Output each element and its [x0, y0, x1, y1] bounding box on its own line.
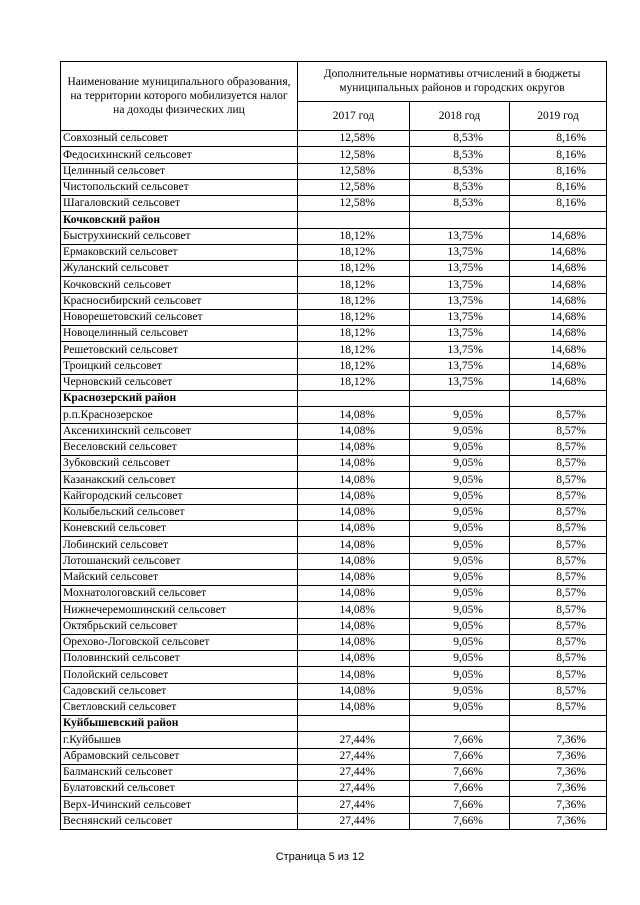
value-2018: 9,05% [410, 618, 510, 634]
table-row [61, 407, 607, 423]
value-2019: 8,57% [510, 569, 607, 585]
value-2018: 9,05% [410, 602, 510, 618]
municipality-name: Веснянский сельсовет [61, 813, 298, 829]
value-2019: 8,57% [510, 472, 607, 488]
value-2019: 8,57% [510, 439, 607, 455]
empty-cell [410, 212, 510, 228]
municipality-name: Решетовский сельсовет [61, 342, 298, 358]
value-2017: 18,12% [298, 342, 410, 358]
table-row [61, 131, 607, 147]
table-row [61, 504, 607, 520]
empty-cell [510, 391, 607, 407]
value-2018: 13,75% [410, 244, 510, 260]
table-row [61, 618, 607, 634]
value-2017: 14,08% [298, 456, 410, 472]
empty-cell [298, 716, 410, 732]
value-2018: 8,53% [410, 131, 510, 147]
value-2017: 27,44% [298, 781, 410, 797]
table-header [61, 62, 607, 131]
value-2017: 18,12% [298, 374, 410, 390]
value-2017: 27,44% [298, 748, 410, 764]
value-2018: 13,75% [410, 326, 510, 342]
value-2019: 8,16% [510, 196, 607, 212]
header-normatives: Дополнительные нормативы отчислений в бюджеты муниципальных районов и городских округов [298, 62, 607, 102]
value-2019: 8,57% [510, 423, 607, 439]
value-2017: 14,08% [298, 586, 410, 602]
value-2019: 8,57% [510, 488, 607, 504]
municipality-name: Аксенихинский сельсовет [61, 423, 298, 439]
municipality-name: Шагаловский сельсовет [61, 196, 298, 212]
value-2018: 9,05% [410, 569, 510, 585]
district-group-row [61, 716, 607, 732]
value-2019: 14,68% [510, 228, 607, 244]
value-2018: 7,66% [410, 764, 510, 780]
value-2017: 12,58% [298, 147, 410, 163]
value-2019: 7,36% [510, 748, 607, 764]
municipality-name: Быструхинский сельсовет [61, 228, 298, 244]
table-row [61, 667, 607, 683]
value-2018: 9,05% [410, 683, 510, 699]
value-2017: 18,12% [298, 293, 410, 309]
header-year-2017: 2017 год [298, 101, 410, 130]
value-2019: 7,36% [510, 813, 607, 829]
table-row [61, 634, 607, 650]
table-row [61, 651, 607, 667]
value-2019: 8,57% [510, 456, 607, 472]
normatives-table [60, 61, 607, 830]
table-row [61, 163, 607, 179]
value-2019: 7,36% [510, 781, 607, 797]
value-2018: 9,05% [410, 439, 510, 455]
value-2019: 7,36% [510, 764, 607, 780]
table-row [61, 764, 607, 780]
table-row [61, 456, 607, 472]
municipality-name: Лобинский сельсовет [61, 537, 298, 553]
table-row [61, 261, 607, 277]
municipality-name: Целинный сельсовет [61, 163, 298, 179]
table-row [61, 244, 607, 260]
table-row [61, 293, 607, 309]
table-row [61, 732, 607, 748]
value-2018: 8,53% [410, 163, 510, 179]
value-2019: 14,68% [510, 261, 607, 277]
municipality-name: Новоцелинный сельсовет [61, 326, 298, 342]
municipality-name: Садовский сельсовет [61, 683, 298, 699]
value-2018: 13,75% [410, 374, 510, 390]
value-2017: 27,44% [298, 797, 410, 813]
value-2019: 7,36% [510, 732, 607, 748]
empty-cell [510, 212, 607, 228]
municipality-name: Нижнечеремошинский сельсовет [61, 602, 298, 618]
value-2019: 8,57% [510, 699, 607, 715]
table-row [61, 683, 607, 699]
value-2019: 14,68% [510, 309, 607, 325]
value-2017: 18,12% [298, 326, 410, 342]
value-2017: 14,08% [298, 634, 410, 650]
municipality-name: Ермаковский сельсовет [61, 244, 298, 260]
value-2017: 14,08% [298, 651, 410, 667]
table-row [61, 358, 607, 374]
value-2017: 14,08% [298, 699, 410, 715]
value-2018: 9,05% [410, 651, 510, 667]
district-name: Кочковский район [61, 212, 298, 228]
empty-cell [510, 716, 607, 732]
value-2017: 14,08% [298, 667, 410, 683]
value-2019: 14,68% [510, 244, 607, 260]
value-2018: 7,66% [410, 813, 510, 829]
value-2017: 14,08% [298, 537, 410, 553]
municipality-name: Половинский сельсовет [61, 651, 298, 667]
value-2017: 14,08% [298, 488, 410, 504]
table-row [61, 179, 607, 195]
value-2019: 8,57% [510, 683, 607, 699]
header-year-2019: 2019 год [510, 101, 607, 130]
value-2017: 27,44% [298, 732, 410, 748]
municipality-name: Полойский сельсовет [61, 667, 298, 683]
value-2019: 8,16% [510, 179, 607, 195]
value-2017: 14,08% [298, 618, 410, 634]
value-2018: 7,66% [410, 732, 510, 748]
table-row [61, 342, 607, 358]
municipality-name: Веселовский сельсовет [61, 439, 298, 455]
value-2018: 9,05% [410, 537, 510, 553]
municipality-name: р.п.Краснозерское [61, 407, 298, 423]
municipality-name: Мохнатологовский сельсовет [61, 586, 298, 602]
value-2018: 13,75% [410, 261, 510, 277]
value-2017: 14,08% [298, 472, 410, 488]
value-2019: 8,57% [510, 634, 607, 650]
value-2017: 27,44% [298, 764, 410, 780]
value-2018: 9,05% [410, 488, 510, 504]
value-2017: 18,12% [298, 358, 410, 374]
municipality-name: Красносибирский сельсовет [61, 293, 298, 309]
value-2018: 9,05% [410, 472, 510, 488]
municipality-name: Лотошанский сельсовет [61, 553, 298, 569]
value-2018: 9,05% [410, 521, 510, 537]
value-2019: 14,68% [510, 374, 607, 390]
table-row [61, 781, 607, 797]
table-row [61, 699, 607, 715]
value-2019: 8,57% [510, 504, 607, 520]
value-2017: 14,08% [298, 602, 410, 618]
district-name: Краснозерский район [61, 391, 298, 407]
value-2019: 14,68% [510, 342, 607, 358]
value-2017: 14,08% [298, 439, 410, 455]
table-row [61, 228, 607, 244]
page-number: Страница 5 из 12 [275, 851, 365, 863]
table-row [61, 488, 607, 504]
value-2018: 9,05% [410, 667, 510, 683]
value-2017: 18,12% [298, 244, 410, 260]
value-2019: 8,57% [510, 618, 607, 634]
municipality-name: Троицкий сельсовет [61, 358, 298, 374]
empty-cell [298, 212, 410, 228]
table-body [61, 131, 607, 830]
value-2018: 8,53% [410, 196, 510, 212]
value-2019: 8,57% [510, 667, 607, 683]
municipality-name: Жуланский сельсовет [61, 261, 298, 277]
municipality-name: Кайгородский сельсовет [61, 488, 298, 504]
value-2018: 7,66% [410, 781, 510, 797]
value-2017: 12,58% [298, 131, 410, 147]
municipality-name: Черновский сельсовет [61, 374, 298, 390]
table-row [61, 553, 607, 569]
value-2018: 9,05% [410, 504, 510, 520]
municipality-name: г.Куйбышев [61, 732, 298, 748]
municipality-name: Федосихинский сельсовет [61, 147, 298, 163]
municipality-name: Совхозный сельсовет [61, 131, 298, 147]
table-row [61, 472, 607, 488]
municipality-name: Колыбельский сельсовет [61, 504, 298, 520]
municipality-name: Октябрьский сельсовет [61, 618, 298, 634]
table-row [61, 326, 607, 342]
table-row [61, 748, 607, 764]
value-2018: 13,75% [410, 309, 510, 325]
value-2018: 9,05% [410, 699, 510, 715]
value-2018: 13,75% [410, 277, 510, 293]
value-2017: 18,12% [298, 228, 410, 244]
value-2018: 13,75% [410, 358, 510, 374]
table-row [61, 196, 607, 212]
value-2018: 9,05% [410, 423, 510, 439]
table-row [61, 439, 607, 455]
value-2019: 14,68% [510, 277, 607, 293]
value-2017: 14,08% [298, 407, 410, 423]
value-2018: 13,75% [410, 228, 510, 244]
municipality-name: Светловский сельсовет [61, 699, 298, 715]
municipality-name: Чистопольский сельсовет [61, 179, 298, 195]
table-row [61, 586, 607, 602]
value-2017: 18,12% [298, 261, 410, 277]
table-row [61, 521, 607, 537]
table-row [61, 374, 607, 390]
value-2019: 8,57% [510, 521, 607, 537]
value-2017: 14,08% [298, 553, 410, 569]
value-2018: 7,66% [410, 748, 510, 764]
empty-cell [410, 391, 510, 407]
value-2018: 8,53% [410, 147, 510, 163]
municipality-name: Коневский сельсовет [61, 521, 298, 537]
table-row [61, 537, 607, 553]
table-row [61, 277, 607, 293]
value-2017: 12,58% [298, 179, 410, 195]
empty-cell [410, 716, 510, 732]
value-2019: 8,16% [510, 131, 607, 147]
value-2019: 7,36% [510, 797, 607, 813]
value-2019: 14,68% [510, 358, 607, 374]
table-row [61, 147, 607, 163]
municipality-name: Казанакский сельсовет [61, 472, 298, 488]
value-2019: 8,16% [510, 163, 607, 179]
value-2017: 14,08% [298, 521, 410, 537]
district-name: Куйбышевский район [61, 716, 298, 732]
value-2019: 8,57% [510, 602, 607, 618]
value-2018: 13,75% [410, 293, 510, 309]
value-2019: 8,57% [510, 537, 607, 553]
value-2017: 27,44% [298, 813, 410, 829]
table-row [61, 813, 607, 829]
municipality-name: Верх-Ичинский сельсовет [61, 797, 298, 813]
value-2017: 18,12% [298, 277, 410, 293]
municipality-name: Зубковский сельсовет [61, 456, 298, 472]
header-year-2018: 2018 год [410, 101, 510, 130]
municipality-name: Балманский сельсовет [61, 764, 298, 780]
value-2018: 13,75% [410, 342, 510, 358]
municipality-name: Майский сельсовет [61, 569, 298, 585]
value-2019: 8,57% [510, 651, 607, 667]
value-2018: 9,05% [410, 553, 510, 569]
value-2018: 9,05% [410, 456, 510, 472]
value-2017: 12,58% [298, 163, 410, 179]
value-2019: 8,57% [510, 586, 607, 602]
value-2018: 7,66% [410, 797, 510, 813]
table-row [61, 797, 607, 813]
value-2017: 18,12% [298, 309, 410, 325]
value-2019: 8,57% [510, 407, 607, 423]
municipality-name: Новорешетовский сельсовет [61, 309, 298, 325]
value-2017: 12,58% [298, 196, 410, 212]
value-2019: 8,16% [510, 147, 607, 163]
district-group-row [61, 212, 607, 228]
value-2017: 14,08% [298, 569, 410, 585]
value-2019: 14,68% [510, 293, 607, 309]
empty-cell [298, 391, 410, 407]
value-2017: 14,08% [298, 504, 410, 520]
value-2019: 8,57% [510, 553, 607, 569]
value-2019: 14,68% [510, 326, 607, 342]
value-2017: 14,08% [298, 423, 410, 439]
municipality-name: Абрамовский сельсовет [61, 748, 298, 764]
value-2018: 8,53% [410, 179, 510, 195]
value-2017: 14,08% [298, 683, 410, 699]
header-municipality: Наименование муниципального образования, на территории которого мобилизуется налог на доходы физических лиц [61, 62, 298, 131]
value-2018: 9,05% [410, 407, 510, 423]
municipality-name: Орехово-Логовской сельсовет [61, 634, 298, 650]
value-2018: 9,05% [410, 586, 510, 602]
table-row [61, 309, 607, 325]
district-group-row [61, 391, 607, 407]
table-row [61, 569, 607, 585]
value-2018: 9,05% [410, 634, 510, 650]
table-row [61, 602, 607, 618]
municipality-name: Кочковский сельсовет [61, 277, 298, 293]
table-row [61, 423, 607, 439]
municipality-name: Булатовский сельсовет [61, 781, 298, 797]
